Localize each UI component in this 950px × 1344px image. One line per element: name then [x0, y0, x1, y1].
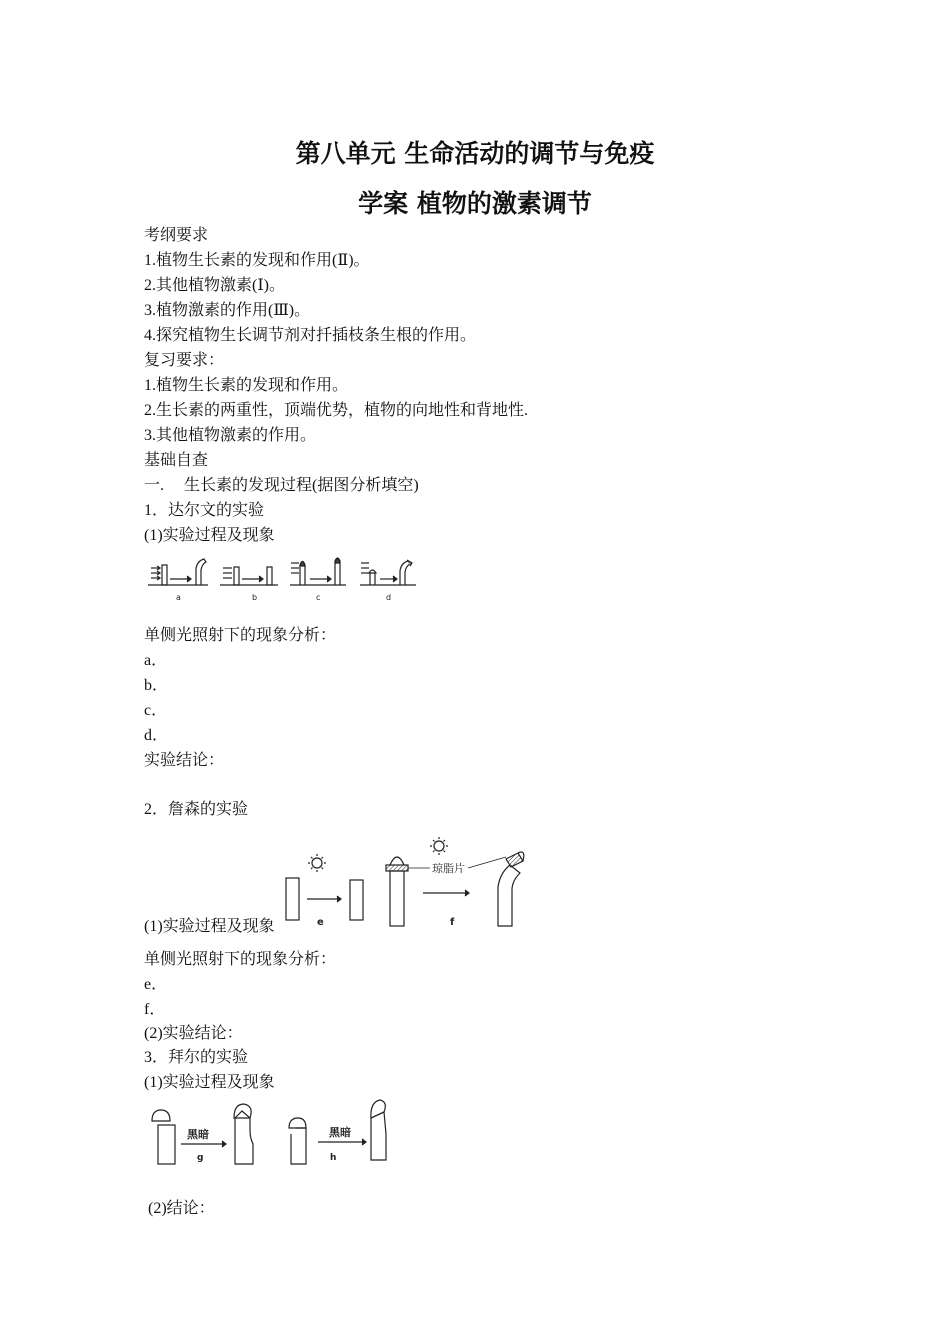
paal-label-h: h — [330, 1153, 337, 1163]
answer-line-e: e． — [144, 976, 168, 993]
section-heading: 复习要求： — [144, 352, 225, 369]
text-line: (1)实验过程及现象 — [144, 918, 275, 935]
sun-icon — [308, 854, 326, 872]
agar-label: 琼脂片 — [432, 862, 465, 875]
text-line: 2.生长素的两重性，顶端优势，植物的向地性和背地性. — [144, 402, 529, 419]
text-line: 单侧光照射下的现象分析： — [144, 627, 337, 644]
darwin-experiment-figure — [146, 555, 426, 610]
darwin-label-b: b — [252, 593, 258, 602]
text-line: 1.植物生长素的发现和作用(Ⅱ)。 — [144, 252, 370, 269]
paal-dark-label-h: 黑暗 — [329, 1126, 351, 1139]
answer-line-b: b． — [144, 677, 169, 694]
jensen-label-f: f — [450, 917, 455, 928]
text-line: (1)实验过程及现象 — [144, 1074, 275, 1091]
subsection-heading: 2．詹森的实验 — [144, 801, 249, 818]
section-heading: 基础自查 — [144, 452, 209, 469]
answer-line-c: c． — [144, 702, 168, 719]
subsection-heading: 3．拜尔的实验 — [144, 1049, 249, 1066]
unit-title: 第八单元 生命活动的调节与免疫 — [295, 139, 655, 168]
answer-line-a: a． — [144, 652, 168, 669]
darwin-label-c: c — [316, 593, 321, 602]
text-line: (2)结论： — [148, 1200, 215, 1217]
paal-dark-label-g: 黑暗 — [187, 1128, 209, 1141]
darwin-label-d: d — [386, 593, 392, 602]
text-line: 3.植物激素的作用(Ⅲ)。 — [144, 302, 311, 319]
text-line: 1.植物生长素的发现和作用。 — [144, 377, 349, 394]
text-line: 3.其他植物激素的作用。 — [144, 427, 317, 444]
text-line: 2.其他植物激素(Ⅰ)。 — [144, 277, 285, 294]
text-line: 实验结论： — [144, 752, 225, 769]
text-line: (1)实验过程及现象 — [144, 527, 275, 544]
lesson-title: 学案 植物的激素调节 — [358, 189, 592, 218]
answer-line-f: f． — [144, 1001, 166, 1018]
jensen-experiment-figure — [280, 835, 530, 940]
sun-icon — [430, 837, 448, 855]
text-line: 一. 生长素的发现过程(据图分析填空) — [144, 477, 419, 494]
jensen-label-e: e — [317, 917, 324, 928]
text-line: 4.探究植物生长调节剂对扦插枝条生根的作用。 — [144, 327, 477, 344]
answer-line-d: d． — [144, 727, 169, 744]
section-heading: 考纲要求 — [144, 227, 209, 244]
text-line: (2)实验结论： — [144, 1025, 243, 1042]
paal-label-g: g — [197, 1153, 204, 1163]
text-line: 单侧光照射下的现象分析： — [144, 951, 337, 968]
subsection-heading: 1．达尔文的实验 — [144, 502, 265, 519]
darwin-label-a: a — [176, 593, 181, 602]
paal-experiment-figure — [146, 1098, 396, 1175]
